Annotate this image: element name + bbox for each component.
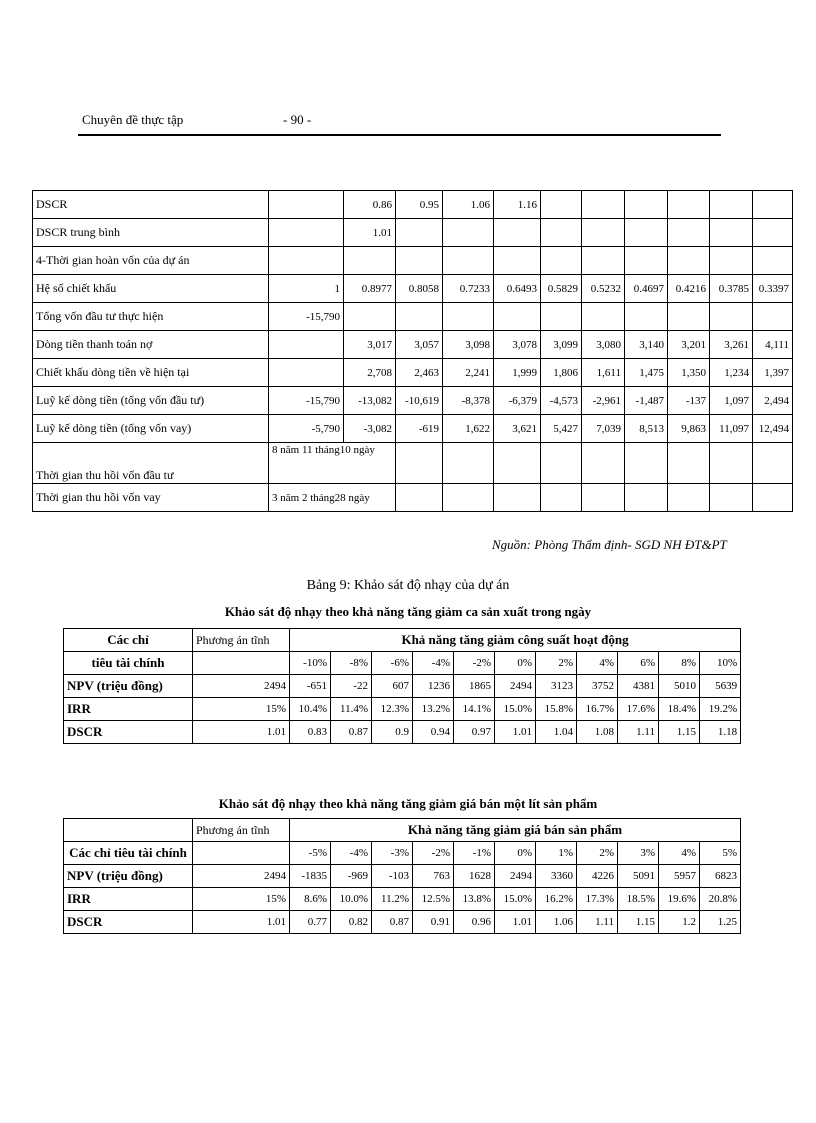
cell-value: -10,619 [396, 387, 443, 415]
cell-value: 1.15 [618, 911, 659, 934]
cell-value [668, 303, 710, 331]
empty-cell [541, 443, 582, 484]
price-change-header: Khả năng tăng giảm giá bán sản phẩm [290, 819, 741, 842]
cell-value: 3752 [577, 675, 618, 698]
cell-value: 2,708 [344, 359, 396, 387]
cell-value: 13.8% [454, 888, 495, 911]
cell-value [541, 219, 582, 247]
cell-value [582, 219, 625, 247]
empty-cell [753, 443, 793, 484]
cell-value: 3,261 [710, 331, 753, 359]
cell-value [443, 303, 494, 331]
cell-value: 0.96 [454, 911, 495, 934]
cell-value: -619 [396, 415, 443, 443]
cell-value [710, 247, 753, 275]
base-case-value: 2494 [193, 865, 290, 888]
table-header-row [64, 629, 741, 652]
cell-value: 0.94 [413, 721, 454, 744]
source-note: Nguồn: Phòng Thẩm định- SGD NH ĐT&PT [492, 537, 727, 552]
cell-value: 3360 [536, 865, 577, 888]
cell-value: -6,379 [494, 387, 541, 415]
table-row [33, 331, 793, 359]
cell-value: 2494 [495, 865, 536, 888]
cell-year0 [269, 331, 344, 359]
change-percent: 6% [618, 652, 659, 675]
cell-year0: -15,790 [269, 303, 344, 331]
cell-value: 0.95 [396, 191, 443, 219]
cell-value [344, 303, 396, 331]
table-row [64, 888, 741, 911]
cell-value: 0.4216 [668, 275, 710, 303]
cell-value: 0.5829 [541, 275, 582, 303]
change-percent: 2% [577, 842, 618, 865]
cell-value: 1.04 [536, 721, 577, 744]
empty-cell [625, 484, 668, 512]
base-case-value: 2494 [193, 675, 290, 698]
row-label: DSCR [64, 911, 193, 934]
row-label: Thời gian thu hồi vốn vay [33, 484, 269, 512]
cell-value [344, 247, 396, 275]
cell-value: -1835 [290, 865, 331, 888]
cell-value: 2,463 [396, 359, 443, 387]
cell-value [668, 219, 710, 247]
cell-value: 1,397 [753, 359, 793, 387]
cell-value: 1.25 [700, 911, 741, 934]
cell-value [625, 219, 668, 247]
page-number: - 90 - [283, 112, 312, 127]
cell-value: 15.0% [495, 698, 536, 721]
change-percent: -2% [454, 652, 495, 675]
table-row [33, 387, 793, 415]
cell-value: 3,057 [396, 331, 443, 359]
cell-value [753, 247, 793, 275]
cell-value: 15.0% [495, 888, 536, 911]
cell-value: 3,140 [625, 331, 668, 359]
indicator-header-line2: tiêu tài chính [64, 652, 193, 675]
cell-value: 18.5% [618, 888, 659, 911]
cell-value [494, 247, 541, 275]
change-row [64, 652, 741, 675]
cell-year0 [269, 247, 344, 275]
cell-value [443, 247, 494, 275]
row-label: IRR [64, 698, 193, 721]
change-percent: 0% [495, 652, 536, 675]
cell-value: 20.8% [700, 888, 741, 911]
cell-value [494, 303, 541, 331]
cell-year0: 1 [269, 275, 344, 303]
table-row [33, 247, 793, 275]
cell-value: -969 [331, 865, 372, 888]
payback-value: 3 năm 2 tháng28 ngày [269, 484, 396, 512]
row-label: DSCR [64, 721, 193, 744]
table-row [64, 721, 741, 744]
change-percent: -8% [331, 652, 372, 675]
row-label: Thời gian thu hồi vốn đầu tư [33, 443, 269, 484]
cell-value: 2494 [495, 675, 536, 698]
cell-value: 1.06 [443, 191, 494, 219]
table-row [33, 443, 793, 484]
change-percent: -6% [372, 652, 413, 675]
cell-value: 3,099 [541, 331, 582, 359]
cell-value: 4381 [618, 675, 659, 698]
cell-value [541, 303, 582, 331]
change-percent: 1% [536, 842, 577, 865]
cell-value: 5010 [659, 675, 700, 698]
cell-value: 0.91 [413, 911, 454, 934]
table-row [64, 698, 741, 721]
cell-value: 763 [413, 865, 454, 888]
empty-cell [710, 443, 753, 484]
cell-value: 3,621 [494, 415, 541, 443]
cell-value [710, 219, 753, 247]
cell-value [582, 247, 625, 275]
cell-value: 1.01 [495, 911, 536, 934]
cell-value: 1.16 [494, 191, 541, 219]
table-row [33, 275, 793, 303]
cell-value: 3,078 [494, 331, 541, 359]
cell-value: 15.8% [536, 698, 577, 721]
cell-value: 19.6% [659, 888, 700, 911]
row-label: IRR [64, 888, 193, 911]
cell-value: 1.01 [495, 721, 536, 744]
cell-value: 11,097 [710, 415, 753, 443]
cell-value: 1,350 [668, 359, 710, 387]
cell-value: -3,082 [344, 415, 396, 443]
cell-value: 1.08 [577, 721, 618, 744]
change-percent: -4% [413, 652, 454, 675]
empty-cell [443, 443, 494, 484]
cell-value: 8.6% [290, 888, 331, 911]
cell-value [625, 303, 668, 331]
change-percent: 8% [659, 652, 700, 675]
cell-value: 12,494 [753, 415, 793, 443]
row-label: Dòng tiền thanh toán nợ [33, 331, 269, 359]
table-row [33, 415, 793, 443]
cell-value: 13.2% [413, 698, 454, 721]
cell-value: 16.7% [577, 698, 618, 721]
cell-value: 3,098 [443, 331, 494, 359]
base-case-value: 15% [193, 698, 290, 721]
cell-value: 1.01 [344, 219, 396, 247]
cell-value: 1865 [454, 675, 495, 698]
table-row [64, 675, 741, 698]
change-percent: 10% [700, 652, 741, 675]
cell-year0: -15,790 [269, 387, 344, 415]
cell-value: 11.4% [331, 698, 372, 721]
sensitivity-price-subtitle: Khảo sát độ nhạy theo khả năng tăng giảm giá bán một lít sản phẩm [218, 796, 598, 811]
cell-year0 [269, 219, 344, 247]
cell-value: 10.4% [290, 698, 331, 721]
cell-value: -137 [668, 387, 710, 415]
change-percent: 4% [659, 842, 700, 865]
empty-cell [625, 443, 668, 484]
cell-value: 0.77 [290, 911, 331, 934]
table-header-row [64, 819, 741, 842]
cell-value: 0.83 [290, 721, 331, 744]
change-row [64, 842, 741, 865]
cell-value [668, 191, 710, 219]
cell-value: 0.9 [372, 721, 413, 744]
cell-value: 0.5232 [582, 275, 625, 303]
base-case-value: 15% [193, 888, 290, 911]
capacity-change-header: Khả năng tăng giảm công suất hoạt động [290, 629, 741, 652]
cell-value [582, 191, 625, 219]
empty-cell [753, 484, 793, 512]
row-label: NPV (triệu đồng) [64, 675, 193, 698]
change-percent: -4% [331, 842, 372, 865]
cell-value: 10.0% [331, 888, 372, 911]
cell-value: 12.3% [372, 698, 413, 721]
row-label: Chiết khấu dòng tiền về hiện tại [33, 359, 269, 387]
cell-value: 17.6% [618, 698, 659, 721]
base-case-value: 1.01 [193, 721, 290, 744]
cell-value: 2,494 [753, 387, 793, 415]
cell-value [625, 191, 668, 219]
cell-value: 1628 [454, 865, 495, 888]
cell-value: 0.8058 [396, 275, 443, 303]
sensitivity-capacity-subtitle: Khảo sát độ nhạy theo khả năng tăng giảm ca sản xuất trong ngày [224, 604, 592, 619]
change-percent: -5% [290, 842, 331, 865]
cell-value: 0.3785 [710, 275, 753, 303]
header-rule [78, 134, 721, 136]
cell-value: 0.87 [372, 911, 413, 934]
document-title: Chuyên đề thực tập [82, 112, 184, 127]
cell-value: 1,234 [710, 359, 753, 387]
cell-value: 5639 [700, 675, 741, 698]
cell-value [753, 219, 793, 247]
cell-value: 18.4% [659, 698, 700, 721]
table-row [33, 303, 793, 331]
cashflow-table [32, 190, 793, 512]
cell-value: 1.11 [618, 721, 659, 744]
cell-value: 5,427 [541, 415, 582, 443]
cell-year0 [269, 191, 344, 219]
change-percent: 0% [495, 842, 536, 865]
row-label: Luỹ kế dòng tiền (tổng vốn vay) [33, 415, 269, 443]
empty-cell [494, 443, 541, 484]
cell-value: 4,111 [753, 331, 793, 359]
cell-value: 0.6493 [494, 275, 541, 303]
empty-cell [710, 484, 753, 512]
sensitivity-price-table [63, 818, 741, 934]
table9-title: Bảng 9: Khảo sát độ nhạy của dự án [306, 578, 510, 593]
empty-cell [396, 443, 443, 484]
row-label: DSCR trung bình [33, 219, 269, 247]
cell-value: 12.5% [413, 888, 454, 911]
change-percent: -3% [372, 842, 413, 865]
cell-value: 19.2% [700, 698, 741, 721]
cell-value: 1,475 [625, 359, 668, 387]
empty-cell [582, 484, 625, 512]
row-label: Tổng vốn đầu tư thực hiện [33, 303, 269, 331]
cell-value: 1,622 [443, 415, 494, 443]
cell-value: 17.3% [577, 888, 618, 911]
cell-value: 1236 [413, 675, 454, 698]
cell-value: -1,487 [625, 387, 668, 415]
base-case-value: 1.01 [193, 911, 290, 934]
cell-value [396, 303, 443, 331]
cell-value [541, 191, 582, 219]
cell-value: 11.2% [372, 888, 413, 911]
cell-value [753, 303, 793, 331]
cell-value: 0.7233 [443, 275, 494, 303]
cell-value: 1.18 [700, 721, 741, 744]
cell-value: 1.11 [577, 911, 618, 934]
cell-value: -22 [331, 675, 372, 698]
cell-value: 6823 [700, 865, 741, 888]
cell-value: 5091 [618, 865, 659, 888]
cell-value: 1,999 [494, 359, 541, 387]
cell-year0 [269, 359, 344, 387]
cell-value: 1.15 [659, 721, 700, 744]
cell-value [753, 191, 793, 219]
cell-value [710, 303, 753, 331]
payback-value: 8 năm 11 tháng10 ngày [269, 443, 396, 484]
empty-cell [396, 484, 443, 512]
cell-value [625, 247, 668, 275]
cell-value: -2,961 [582, 387, 625, 415]
cell-value: 0.82 [331, 911, 372, 934]
cell-value: 0.87 [331, 721, 372, 744]
change-percent: -1% [454, 842, 495, 865]
cell-value: 0.3397 [753, 275, 793, 303]
cell-value: 16.2% [536, 888, 577, 911]
cell-year0: -5,790 [269, 415, 344, 443]
cell-value [396, 247, 443, 275]
cell-value: -13,082 [344, 387, 396, 415]
cell-value: 3,201 [668, 331, 710, 359]
cell-value: -651 [290, 675, 331, 698]
cell-value: -103 [372, 865, 413, 888]
cell-value [541, 247, 582, 275]
cell-value [582, 303, 625, 331]
cell-value: -8,378 [443, 387, 494, 415]
empty-cell [494, 484, 541, 512]
empty-cell [541, 484, 582, 512]
base-case-header: Phương án tĩnh [193, 819, 290, 842]
cell-value: 1,806 [541, 359, 582, 387]
indicator-header: Các chỉ tiêu tài chính [64, 842, 193, 865]
cell-value: 4226 [577, 865, 618, 888]
change-percent: -10% [290, 652, 331, 675]
base-case-header: Phương án tĩnh [193, 629, 290, 652]
change-percent: 3% [618, 842, 659, 865]
cell-value: 0.86 [344, 191, 396, 219]
sensitivity-capacity-table [63, 628, 741, 744]
table-row [64, 865, 741, 888]
empty-cell [582, 443, 625, 484]
table-row [33, 219, 793, 247]
cell-value: 1.2 [659, 911, 700, 934]
change-percent: 4% [577, 652, 618, 675]
cell-value: 14.1% [454, 698, 495, 721]
table-row [33, 191, 793, 219]
indicator-header: Các chỉ [64, 629, 193, 652]
cell-value: 3,017 [344, 331, 396, 359]
cell-value: 607 [372, 675, 413, 698]
cell-value: 2,241 [443, 359, 494, 387]
cell-value: 3,080 [582, 331, 625, 359]
table-row [33, 359, 793, 387]
cell-value: 1,611 [582, 359, 625, 387]
row-label: Luỹ kế dòng tiền (tổng vốn đầu tư) [33, 387, 269, 415]
row-label: Hệ số chiết khấu [33, 275, 269, 303]
change-percent: 5% [700, 842, 741, 865]
cell-value: 8,513 [625, 415, 668, 443]
empty-cell [668, 443, 710, 484]
change-percent: -2% [413, 842, 454, 865]
cell-value: -4,573 [541, 387, 582, 415]
cell-value: 3123 [536, 675, 577, 698]
empty-cell [668, 484, 710, 512]
cell-value: 0.4697 [625, 275, 668, 303]
cell-value: 9,863 [668, 415, 710, 443]
cell-value [668, 247, 710, 275]
cell-value [396, 219, 443, 247]
empty-cell [443, 484, 494, 512]
table-row [33, 484, 793, 512]
change-percent: 2% [536, 652, 577, 675]
cell-value: 7,039 [582, 415, 625, 443]
row-label: DSCR [33, 191, 269, 219]
cell-value [443, 219, 494, 247]
cell-value [710, 191, 753, 219]
cell-value [494, 219, 541, 247]
table-row [64, 911, 741, 934]
cell-value: 0.8977 [344, 275, 396, 303]
cell-value: 0.97 [454, 721, 495, 744]
row-label: NPV (triệu đồng) [64, 865, 193, 888]
row-label: 4-Thời gian hoàn vốn của dự án [33, 247, 269, 275]
cell-value: 1.06 [536, 911, 577, 934]
cell-value: 1,097 [710, 387, 753, 415]
cell-value: 5957 [659, 865, 700, 888]
